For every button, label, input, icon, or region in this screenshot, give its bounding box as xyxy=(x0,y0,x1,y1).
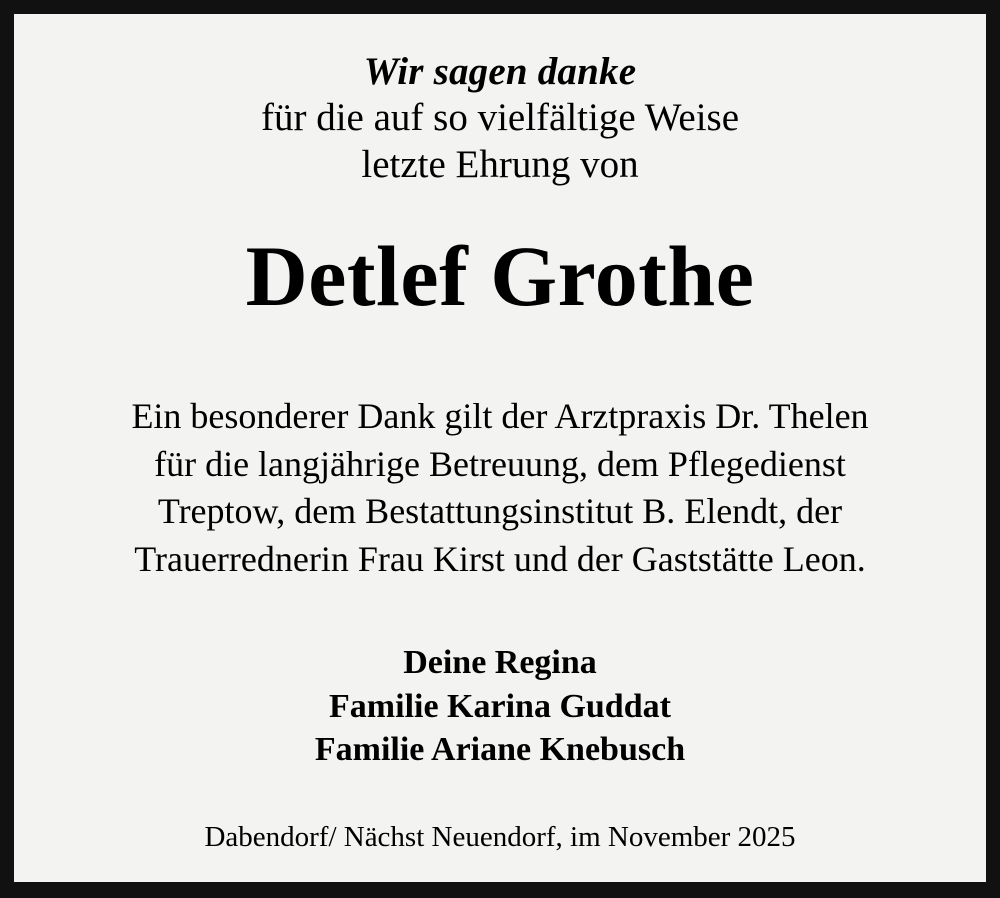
gratitude-line-3: Treptow, dem Bestattungsinstitut B. Elendt, der xyxy=(157,491,843,532)
gratitude-paragraph xyxy=(131,393,868,583)
place-and-date: Dabendorf/ Nächst Neuendorf, im November 2025 xyxy=(204,820,796,853)
intro-line-2: letzte Ehrung von xyxy=(361,143,639,187)
signature-line-2: Familie Karina Guddat xyxy=(329,687,671,725)
notice-content xyxy=(14,14,986,882)
gratitude-line-4: Trauerrednerin Frau Kirst und der Gaststätte Leon. xyxy=(134,538,866,579)
signature-line-1: Deine Regina xyxy=(403,644,597,682)
deceased-name: Detlef Grothe xyxy=(245,227,755,324)
signature-line-3: Familie Ariane Knebusch xyxy=(314,731,686,769)
thanks-heading: Wir sagen danke xyxy=(363,50,637,93)
gratitude-line-2: für die langjährige Betreuung, dem Pflegedienst xyxy=(154,443,846,484)
signature-block xyxy=(315,641,685,772)
gratitude-line-1: Ein besonderer Dank gilt der Arztpraxis Dr. Thelen xyxy=(131,396,869,437)
intro-line-1: für die auf so vielfältige Weise xyxy=(260,95,740,139)
